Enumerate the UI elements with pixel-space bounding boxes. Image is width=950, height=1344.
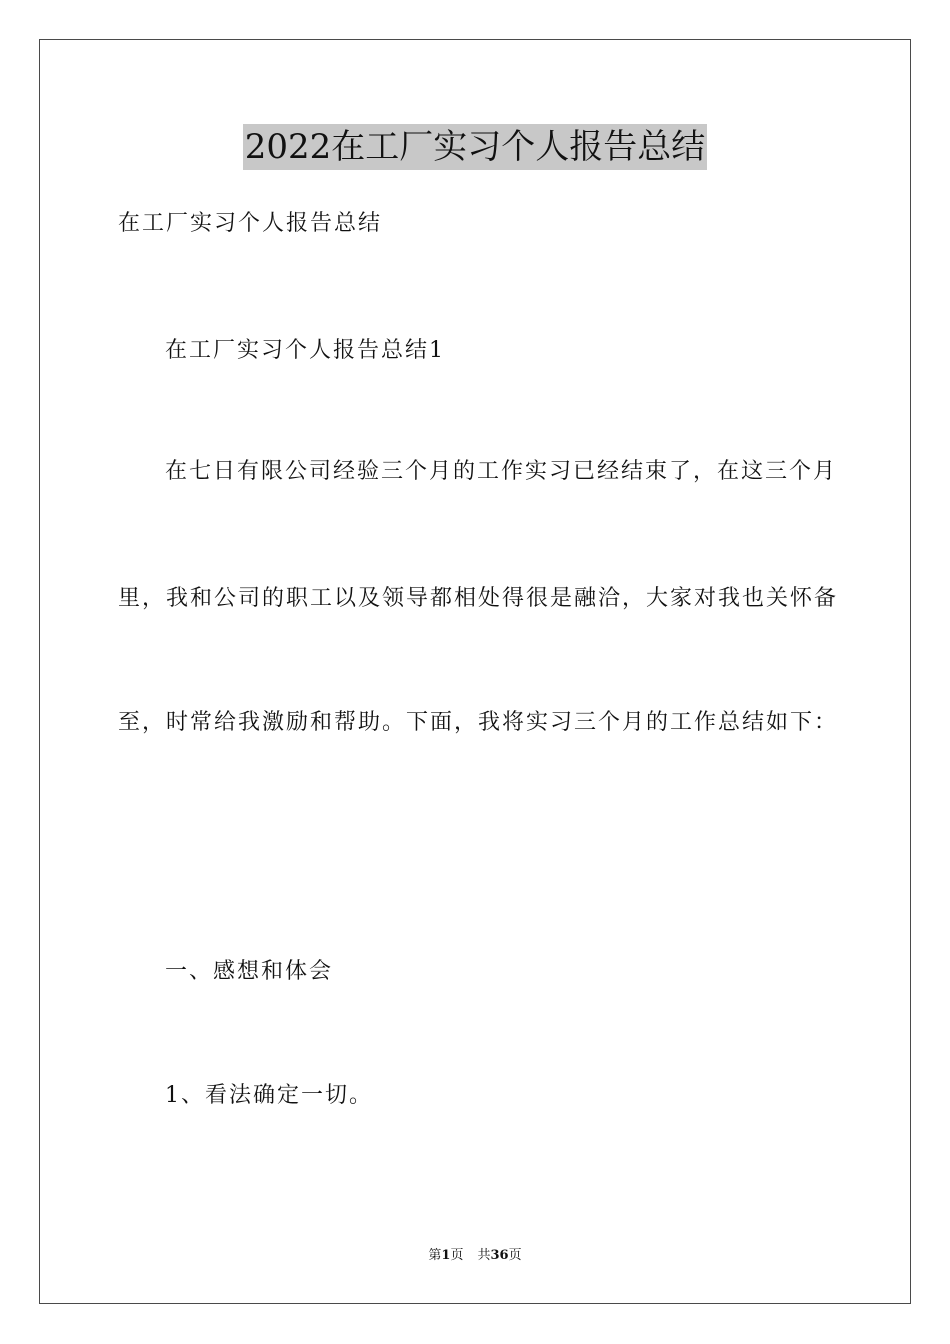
paragraph-line-2: 里，我和公司的职工以及领导都相处得很是融洽，大家对我也关怀备	[118, 586, 839, 611]
document-title-row	[0, 124, 950, 170]
paragraph-line-3: 至，时常给我激励和帮助。下面，我将实习三个月的工作总结如下：	[118, 710, 839, 735]
paragraph-line-1: 在七日有限公司经验三个月的工作实习已经结束了，在这三个月	[165, 459, 838, 484]
total-prefix: 共	[477, 1248, 491, 1263]
document-title: 2022在工厂实习个人报告总结	[243, 124, 708, 170]
document-subtitle: 在工厂实习个人报告总结	[118, 211, 383, 236]
page-prefix: 第	[428, 1248, 442, 1263]
page-current: 1	[441, 1248, 451, 1263]
page-suffix: 页	[450, 1248, 464, 1263]
page-total: 36	[490, 1248, 509, 1263]
heading-feelings: 一、感想和体会	[165, 959, 334, 984]
section-title: 在工厂实习个人报告总结1	[165, 338, 445, 363]
page-footer	[0, 1247, 950, 1265]
list-item-1: 1、看法确定一切。	[165, 1083, 373, 1108]
total-suffix: 页	[508, 1248, 522, 1263]
